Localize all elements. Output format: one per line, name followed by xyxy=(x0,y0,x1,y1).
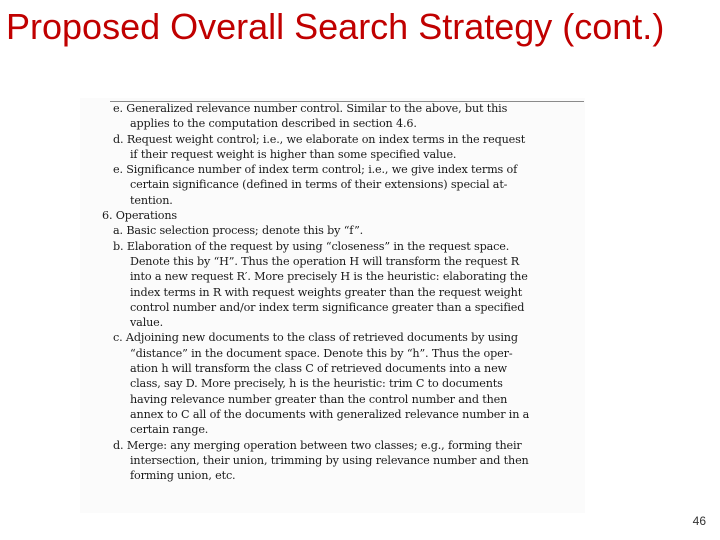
scanned-text-image xyxy=(80,98,585,513)
page-number: 46 xyxy=(692,514,706,528)
scan-line: intersection, their union, trimming by using relevance number and then xyxy=(130,453,529,467)
scan-line: c. Adjoining new documents to the class of retrieved documents by using xyxy=(113,331,518,345)
scan-line: forming union, etc. xyxy=(130,469,236,483)
scan-line: certain range. xyxy=(130,423,209,437)
scan-line: if their request weight is higher than some specified value. xyxy=(130,147,457,161)
scan-line: control number and/or index term significance greater than a specified xyxy=(130,300,525,314)
scan-line: class, say D. More precisely, h is the heuristic: trim C to documents xyxy=(130,377,503,391)
scanned-text-block xyxy=(80,101,585,483)
scan-line: certain significance (defined in terms of their extensions) special at- xyxy=(130,178,508,192)
scan-line: e. Generalized relevance number control. Similar to the above, but this xyxy=(113,102,508,115)
scan-line: “distance” in the document space. Denote this by “h”. Thus the oper- xyxy=(130,346,513,360)
scan-line: annex to C all of the documents with generalized relevance number in a xyxy=(130,407,530,421)
scan-line: applies to the computation described in section 4.6. xyxy=(130,117,417,131)
scan-line: 6. Operations xyxy=(102,209,178,223)
scan-line: having relevance number greater than the control number and then xyxy=(130,392,508,406)
scan-line: ation h will transform the class C of retrieved documents into a new xyxy=(130,362,507,376)
scan-line: d. Merge: any merging operation between two classes; e.g., forming their xyxy=(113,438,522,452)
scan-line: tention. xyxy=(130,193,173,207)
scan-line: a. Basic selection process; denote this by “f”. xyxy=(113,224,364,238)
scan-line: into a new request R′. More precisely H is the heuristic: elaborating the xyxy=(130,270,528,284)
scan-line: d. Request weight control; i.e., we elaborate on index terms in the request xyxy=(113,132,526,146)
scan-line: index terms in R with request weights greater than the request weight xyxy=(130,285,523,299)
scan-line: e. Significance number of index term control; i.e., we give index terms of xyxy=(113,163,518,177)
scan-line: value. xyxy=(130,316,164,330)
scan-line: b. Elaboration of the request by using “closeness” in the request space. xyxy=(113,239,510,253)
slide-title: Proposed Overall Search Strategy (cont.) xyxy=(6,6,665,47)
scan-line: Denote this by “H”. Thus the operation H will transform the request R xyxy=(130,254,520,268)
